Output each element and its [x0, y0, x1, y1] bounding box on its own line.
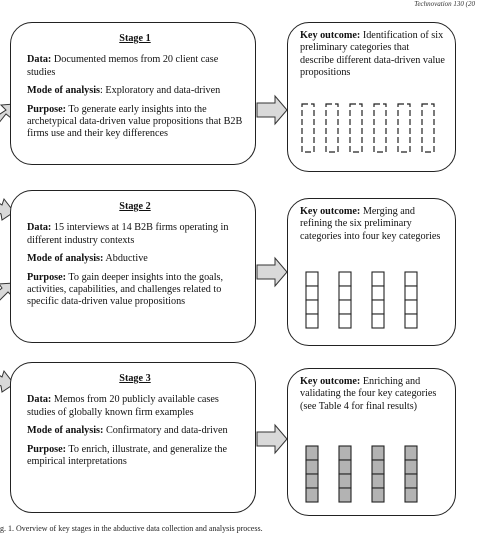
outcome-1-text: Key outcome: Identification of six preliminary categories that describe different data-driven value propositions	[300, 30, 445, 79]
stage-2-title: Stage 2	[119, 201, 151, 212]
stage-1-purpose: Purpose: To generate early insights into the archetypical data-driven value propositions that B2B firms use and their key differences	[27, 103, 243, 140]
preliminary-category-3	[350, 104, 362, 152]
stage-2-data: Data: 15 interviews at 14 B2B firms operating in different industry contexts	[27, 222, 229, 246]
stage-3-title: Stage 3	[119, 373, 151, 384]
outcome-2-text: Key outcome: Merging and refining the six preliminary categories into four key categories	[300, 206, 441, 242]
preliminary-category-1	[302, 104, 314, 152]
validated-category-1	[306, 446, 318, 502]
stage-3-data: Data: Memos from 20 publicly available cases studies of globally known firm examples	[27, 394, 219, 418]
outcome-3-text: Key outcome: Enriching and validating the four key categories (see Table 4 for final results)	[300, 376, 437, 412]
arrow-stage-2-to-outcome	[257, 258, 287, 286]
arrow-stage-1-to-outcome	[257, 96, 287, 124]
stage-3-purpose: Purpose: To enrich, illustrate, and generalize the empirical interpretations	[27, 443, 227, 468]
stage-3-mode: Mode of analysis: Confirmatory and data-driven	[27, 425, 228, 437]
outcome-2-category-graphic	[292, 268, 452, 338]
key-category-4	[405, 272, 417, 328]
preliminary-category-5	[398, 104, 410, 152]
stage-2-mode: Mode of analysis: Abductive	[27, 253, 148, 265]
key-category-3	[372, 272, 384, 328]
stage-2-purpose: Purpose: To gain deeper insights into the goals, activities, capabilities, and challenges related to specific data-driven value propositions	[27, 271, 224, 308]
figure-caption: g. 1. Overview of key stages in the abductive data collection and analysis process.	[0, 524, 263, 533]
preliminary-category-2	[326, 104, 338, 152]
key-category-1	[306, 272, 318, 328]
key-category-2	[339, 272, 351, 328]
outcome-1-category-graphic	[292, 100, 452, 160]
validated-category-2	[339, 446, 351, 502]
outcome-3-category-graphic	[292, 442, 452, 512]
stage-1-mode: Mode of analysis: Exploratory and data-driven	[27, 85, 221, 97]
journal-reference: Technovation 130 (20	[414, 0, 475, 8]
preliminary-category-6	[422, 104, 434, 152]
preliminary-category-4	[374, 104, 386, 152]
stage-1-title: Stage 1	[119, 33, 151, 44]
validated-category-4	[405, 446, 417, 502]
arrow-stage-3-to-outcome	[257, 425, 287, 453]
validated-category-3	[372, 446, 384, 502]
stage-1-data: Data: Documented memos from 20 client case studies	[27, 54, 219, 78]
